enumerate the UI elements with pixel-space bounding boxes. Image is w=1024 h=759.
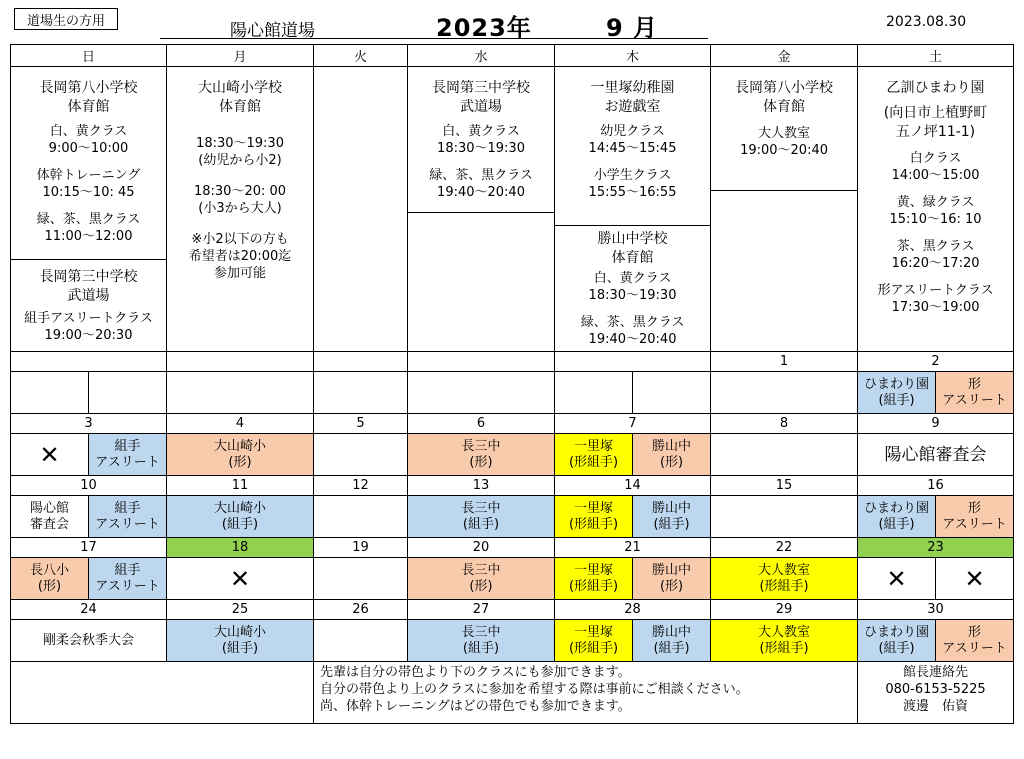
date-cell	[408, 352, 555, 372]
event-13-chosan: 長三中 (組手)	[408, 496, 555, 538]
date-19: 19	[314, 538, 408, 558]
date-22: 22	[711, 538, 858, 558]
weekday-fri: 金	[711, 45, 858, 67]
event-empty	[167, 372, 314, 414]
notes-cell	[314, 662, 858, 724]
event-10-kumite-athlete: 組手 アスリート	[89, 496, 167, 538]
event-14-katsuyama: 勝山中 (組手)	[633, 496, 711, 538]
week1-dates	[11, 352, 1014, 372]
dojo-name: 陽心館道場	[230, 21, 315, 41]
schedule-fri	[711, 67, 858, 352]
sat-class3: 茶、黒クラス 16:20〜17:20	[891, 239, 980, 271]
event-30-himawari: ひまわり園 (組手)	[858, 620, 936, 662]
thu-class3: 白、黄クラス 18:30〜19:30	[588, 271, 677, 303]
date-16: 16	[858, 476, 1014, 496]
schedule-tue	[314, 67, 408, 352]
week5-dates	[11, 600, 1014, 620]
thu-venue1: 一里塚幼稚園 お遊戯室	[590, 80, 675, 115]
date-7: 7	[555, 414, 711, 434]
date-8: 8	[711, 414, 858, 434]
note-line2: 自分の帯色より上のクラスに参加を希望する際は事前にご相談ください。	[320, 682, 749, 697]
thu-venue2: 勝山中学校 体育館	[597, 231, 668, 266]
week3-events	[11, 496, 1014, 538]
sun-class3: 緑、茶、黒クラス 11:00〜12:00	[36, 212, 141, 244]
event-7-katsuyama: 勝山中 (形)	[633, 434, 711, 476]
event-empty	[314, 434, 408, 476]
event-empty	[711, 434, 858, 476]
issued-date: 2023.08.30	[886, 14, 967, 30]
weekday-mon: 月	[167, 45, 314, 67]
week5-events	[11, 620, 1014, 662]
week4-events	[11, 558, 1014, 600]
sun-class1: 白、黄クラス 9:00〜10:00	[48, 124, 129, 156]
event-16-himawari: ひまわり園 (組手)	[858, 496, 936, 538]
date-18-holiday: 18	[167, 538, 314, 558]
thu-class4: 緑、茶、黒クラス 19:40〜20:40	[580, 315, 685, 347]
weekday-sun: 日	[11, 45, 167, 67]
schedule-sat	[858, 67, 1014, 352]
sat-address: (向日市上植野町 五ノ坪11-1)	[883, 105, 988, 140]
thu-class1: 幼児クラス 14:45〜15:45	[588, 124, 677, 156]
weekday-sat: 土	[858, 45, 1014, 67]
wed-class2: 緑、茶、黒クラス 19:40〜20:40	[429, 168, 533, 200]
date-14: 14	[555, 476, 711, 496]
weekday-thu: 木	[555, 45, 711, 67]
event-30-kata-athlete: 形 アスリート	[936, 620, 1014, 662]
thu-class2: 小学生クラス 15:55〜16:55	[588, 168, 677, 200]
event-empty	[711, 496, 858, 538]
date-3: 3	[11, 414, 167, 434]
date-27: 27	[408, 600, 555, 620]
date-24: 24	[11, 600, 167, 620]
event-empty	[314, 496, 408, 538]
date-15: 15	[711, 476, 858, 496]
date-6: 6	[408, 414, 555, 434]
month-label: 9 月	[606, 14, 659, 42]
event-28-ichirizuka: 一里塚 (形組手)	[555, 620, 633, 662]
date-cell	[11, 352, 167, 372]
event-22-otona: 大人教室 (形組手)	[711, 558, 858, 600]
event-3-cancel	[11, 434, 89, 476]
week2-dates	[11, 414, 1014, 434]
event-2-himawari: ひまわり園 (組手)	[858, 372, 936, 414]
date-20: 20	[408, 538, 555, 558]
date-28: 28	[555, 600, 711, 620]
event-empty	[89, 372, 167, 414]
wed-class1: 白、黄クラス 18:30〜19:30	[437, 124, 525, 156]
cross-icon: ✕	[229, 564, 251, 593]
mon-note: ※小2以下の方も 希望者は20:00迄 参加可能	[188, 232, 292, 281]
sun-class4: 組手アスリートクラス 19:00〜20:30	[24, 311, 153, 343]
event-24-goju: 剛柔会秋季大会	[11, 620, 167, 662]
sun-venue1: 長岡第八小学校 体育館	[39, 80, 138, 115]
note-line1: 先輩は自分の帯色より下のクラスにも参加できます。	[320, 665, 631, 680]
event-27-chosan: 長三中 (組手)	[408, 620, 555, 662]
schedule-sun	[11, 67, 167, 352]
fri-class1: 大人教室 19:00〜20:40	[740, 126, 828, 158]
date-10: 10	[11, 476, 167, 496]
event-21-katsuyama: 勝山中 (形)	[633, 558, 711, 600]
mon-venue: 大山崎小学校 体育館	[198, 80, 283, 115]
contact-phone: 080-6153-5225	[885, 682, 986, 697]
date-29: 29	[711, 600, 858, 620]
event-empty	[633, 372, 711, 414]
date-30: 30	[858, 600, 1014, 620]
sun-venue2: 長岡第三中学校 武道場	[39, 269, 138, 304]
weekday-tue: 火	[314, 45, 408, 67]
mon-class1: 18:30〜19:30 (幼児から小2)	[196, 136, 284, 168]
event-empty	[314, 372, 408, 414]
week3-dates	[11, 476, 1014, 496]
schedule-thu	[555, 67, 711, 352]
event-10-shinsa: 陽心館 審査会	[11, 496, 89, 538]
date-cell	[555, 352, 711, 372]
event-3-kumite-athlete: 組手 アスリート	[89, 434, 167, 476]
mon-class2: 18:30〜20: 00 (小3から大人)	[193, 184, 287, 216]
date-1: 1	[711, 352, 858, 372]
event-18-cancel	[167, 558, 314, 600]
date-cell	[167, 352, 314, 372]
event-17-kumite-athlete: 組手 アスリート	[89, 558, 167, 600]
year-label: 2023年	[436, 14, 532, 42]
title-underline	[160, 38, 708, 39]
event-17-chohachi: 長八小 (形)	[11, 558, 89, 600]
cross-icon: ✕	[964, 564, 985, 593]
date-4: 4	[167, 414, 314, 434]
sat-class2: 黄、緑クラス 15:10〜16: 10	[889, 195, 982, 227]
event-4-oyamazaki: 大山崎小 (形)	[167, 434, 314, 476]
notes-blank	[11, 662, 314, 724]
date-cell	[314, 352, 408, 372]
event-16-kata-athlete: 形 アスリート	[936, 496, 1014, 538]
event-11-oyamazaki: 大山崎小 (組手)	[167, 496, 314, 538]
weekday-header	[11, 45, 1014, 67]
sat-class4: 形アスリートクラス 17:30〜19:00	[877, 283, 994, 315]
event-empty	[11, 372, 89, 414]
date-26: 26	[314, 600, 408, 620]
date-23-holiday: 23	[858, 538, 1014, 558]
event-empty	[408, 372, 555, 414]
cross-icon: ✕	[39, 440, 60, 469]
event-empty	[314, 558, 408, 600]
contact-cell	[858, 662, 1014, 724]
calendar-table	[10, 44, 1014, 724]
event-29-otona: 大人教室 (形組手)	[711, 620, 858, 662]
event-20-chosan: 長三中 (形)	[408, 558, 555, 600]
audience-label: 道場生の方用	[26, 13, 105, 29]
contact-name: 渡邊 佑資	[903, 699, 969, 714]
schedule-wed	[408, 67, 555, 352]
event-empty	[555, 372, 633, 414]
date-2: 2	[858, 352, 1014, 372]
event-empty	[711, 372, 858, 414]
date-11: 11	[167, 476, 314, 496]
cross-icon: ✕	[886, 564, 907, 593]
date-9: 9	[858, 414, 1014, 434]
event-6-chosan: 長三中 (形)	[408, 434, 555, 476]
event-28-katsuyama: 勝山中 (組手)	[633, 620, 711, 662]
audience-badge	[14, 8, 118, 30]
event-7-ichirizuka: 一里塚 (形組手)	[555, 434, 633, 476]
contact-label: 館長連絡先	[903, 665, 969, 680]
sat-venue: 乙訓ひまわり園	[886, 80, 985, 96]
event-2-kata-athlete: 形 アスリート	[936, 372, 1014, 414]
date-17: 17	[11, 538, 167, 558]
date-12: 12	[314, 476, 408, 496]
schedule-row	[11, 67, 1014, 352]
date-5: 5	[314, 414, 408, 434]
notes-row	[11, 662, 1014, 724]
fri-venue: 長岡第八小学校 体育館	[735, 80, 834, 115]
wed-venue: 長岡第三中学校 武道場	[432, 80, 531, 115]
weekday-wed: 水	[408, 45, 555, 67]
week4-dates	[11, 538, 1014, 558]
event-23-cancel-a	[858, 558, 936, 600]
week2-events	[11, 434, 1014, 476]
event-14-ichirizuka: 一里塚 (形組手)	[555, 496, 633, 538]
schedule-mon	[167, 67, 314, 352]
sun-class2: 体幹トレーニング 10:15〜10: 45	[36, 168, 141, 200]
event-25-oyamazaki: 大山崎小 (組手)	[167, 620, 314, 662]
date-21: 21	[555, 538, 711, 558]
date-13: 13	[408, 476, 555, 496]
week1-events	[11, 372, 1014, 414]
event-21-ichirizuka: 一里塚 (形組手)	[555, 558, 633, 600]
date-25: 25	[167, 600, 314, 620]
event-empty	[314, 620, 408, 662]
event-23-cancel-b	[936, 558, 1014, 600]
note-line3: 尚、体幹トレーニングはどの帯色でも参加できます。	[320, 699, 631, 714]
sat-class1: 白クラス 14:00〜15:00	[891, 151, 980, 183]
event-9-shinsa: 陽心館審査会	[858, 434, 1014, 476]
